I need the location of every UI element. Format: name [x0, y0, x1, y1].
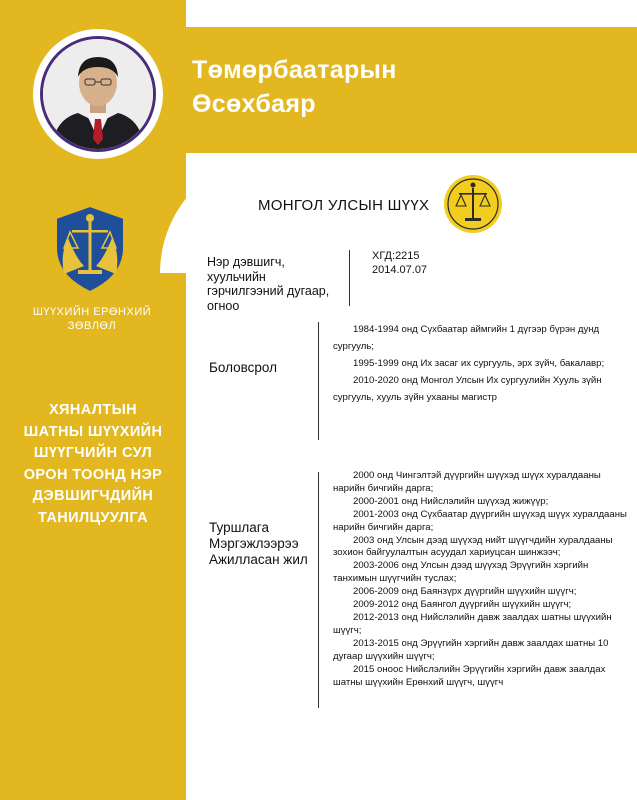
- certificate-date: 2014.07.07: [372, 263, 428, 276]
- divider: [349, 250, 350, 306]
- title-line: ШҮҮГЧИЙН СУЛ: [33, 445, 153, 461]
- candidate-surname: Төмөрбаатарын: [192, 56, 397, 84]
- education-item: 1995-1999 онд Их засаг их сургууль, эрх зүйч, бакалавр;: [353, 358, 605, 369]
- portrait-image: [43, 39, 153, 149]
- title-line: ТАНИЛЦУУЛГА: [38, 509, 148, 526]
- experience-item: 2003 онд Улсын дээд шүүхэд нийт шүүгчдийн хуралдааны зохион байгуулалтын асуудал хариуцсан шинжээч;: [333, 534, 613, 559]
- court-title: МОНГОЛ УЛСЫН ШҮҮХ: [258, 197, 430, 214]
- title-line: ХЯНАЛТЫН: [48, 402, 138, 418]
- judicial-council-emblem-icon: [50, 204, 130, 294]
- experience-list: [333, 470, 629, 689]
- experience-label: Туршлага Мэргэжлээрээ Ажилласан жил: [209, 520, 308, 567]
- experience-item: 2013-2015 онд Эрүүгийн хэргийн давж заалдах шатны 10 дугаар шүүхийн шүүгч;: [333, 637, 609, 662]
- experience-item: 2009-2012 онд Баянгол дүүргийн шүүхийн шүүгч;: [353, 599, 572, 611]
- title-line: ОРОН ТООНД НЭР: [23, 466, 163, 483]
- experience-item: 2015 оноос Нийслэлийн Эрүүгийн хэргийн давж заалдах шатны шүүхийн Ерөнхий шүүгч, шүүгч: [333, 663, 606, 688]
- title-line: ШАТНЫ ШҮҮХИЙН: [23, 423, 163, 440]
- education-item: 1984-1994 онд Сүхбаатар аймгийн 1 дүгээр бүрэн дунд сургууль;: [333, 324, 600, 352]
- experience-item: 2006-2009 онд Баянзүрх дүүргийн шүүхийн шүүгч;: [353, 586, 577, 598]
- presentation-title: [8, 400, 178, 529]
- council-label: ШҮҮХИЙН ЕРӨНХИЙ ЗӨВЛӨЛ: [32, 306, 152, 332]
- certificate-number: ХГД:2215: [372, 250, 420, 262]
- experience-item: 2000 онд Чингэлтэй дүүргийн шүүхэд шүүх хуралдааны нарийн бичгийн дарга;: [333, 470, 601, 494]
- divider: [318, 322, 319, 440]
- experience-item: 2000-2001 онд Нийслэлийн шүүхэд жижүүр;: [353, 495, 549, 507]
- certificate-value: [372, 250, 427, 277]
- title-line: ДЭВШИГЧДИЙН: [32, 488, 154, 504]
- education-item: 2010-2020 онд Монгол Улсын Их сургуулийн Хууль зүйн сургууль, хууль зүйн ухааны магистр: [333, 375, 602, 403]
- experience-item: 2012-2013 онд Нийслэлийн давж заалдах шатны шүүхийн шүүгч;: [333, 611, 612, 636]
- experience-item: 2003-2006 онд Улсын дээд шүүхэд Эрүүгийн хэргийн танхимын шүүгчийн туслах;: [333, 560, 589, 585]
- candidate-given-name: Өсөхбаяр: [192, 90, 316, 118]
- certificate-label: Нэр дэвшигч, хуульчийн гэрчилгээний дугаар, огноо: [207, 255, 330, 313]
- candidate-photo: [40, 36, 156, 152]
- divider: [318, 472, 319, 708]
- education-label: Боловсрол: [209, 360, 277, 375]
- education-list: [333, 321, 629, 406]
- court-emblem-icon: [443, 174, 503, 234]
- experience-item: 2001-2003 онд Сүхбаатар дүүргийн шүүхэд шүүх хуралдааны нарийн бичгийн дарга;: [333, 508, 627, 533]
